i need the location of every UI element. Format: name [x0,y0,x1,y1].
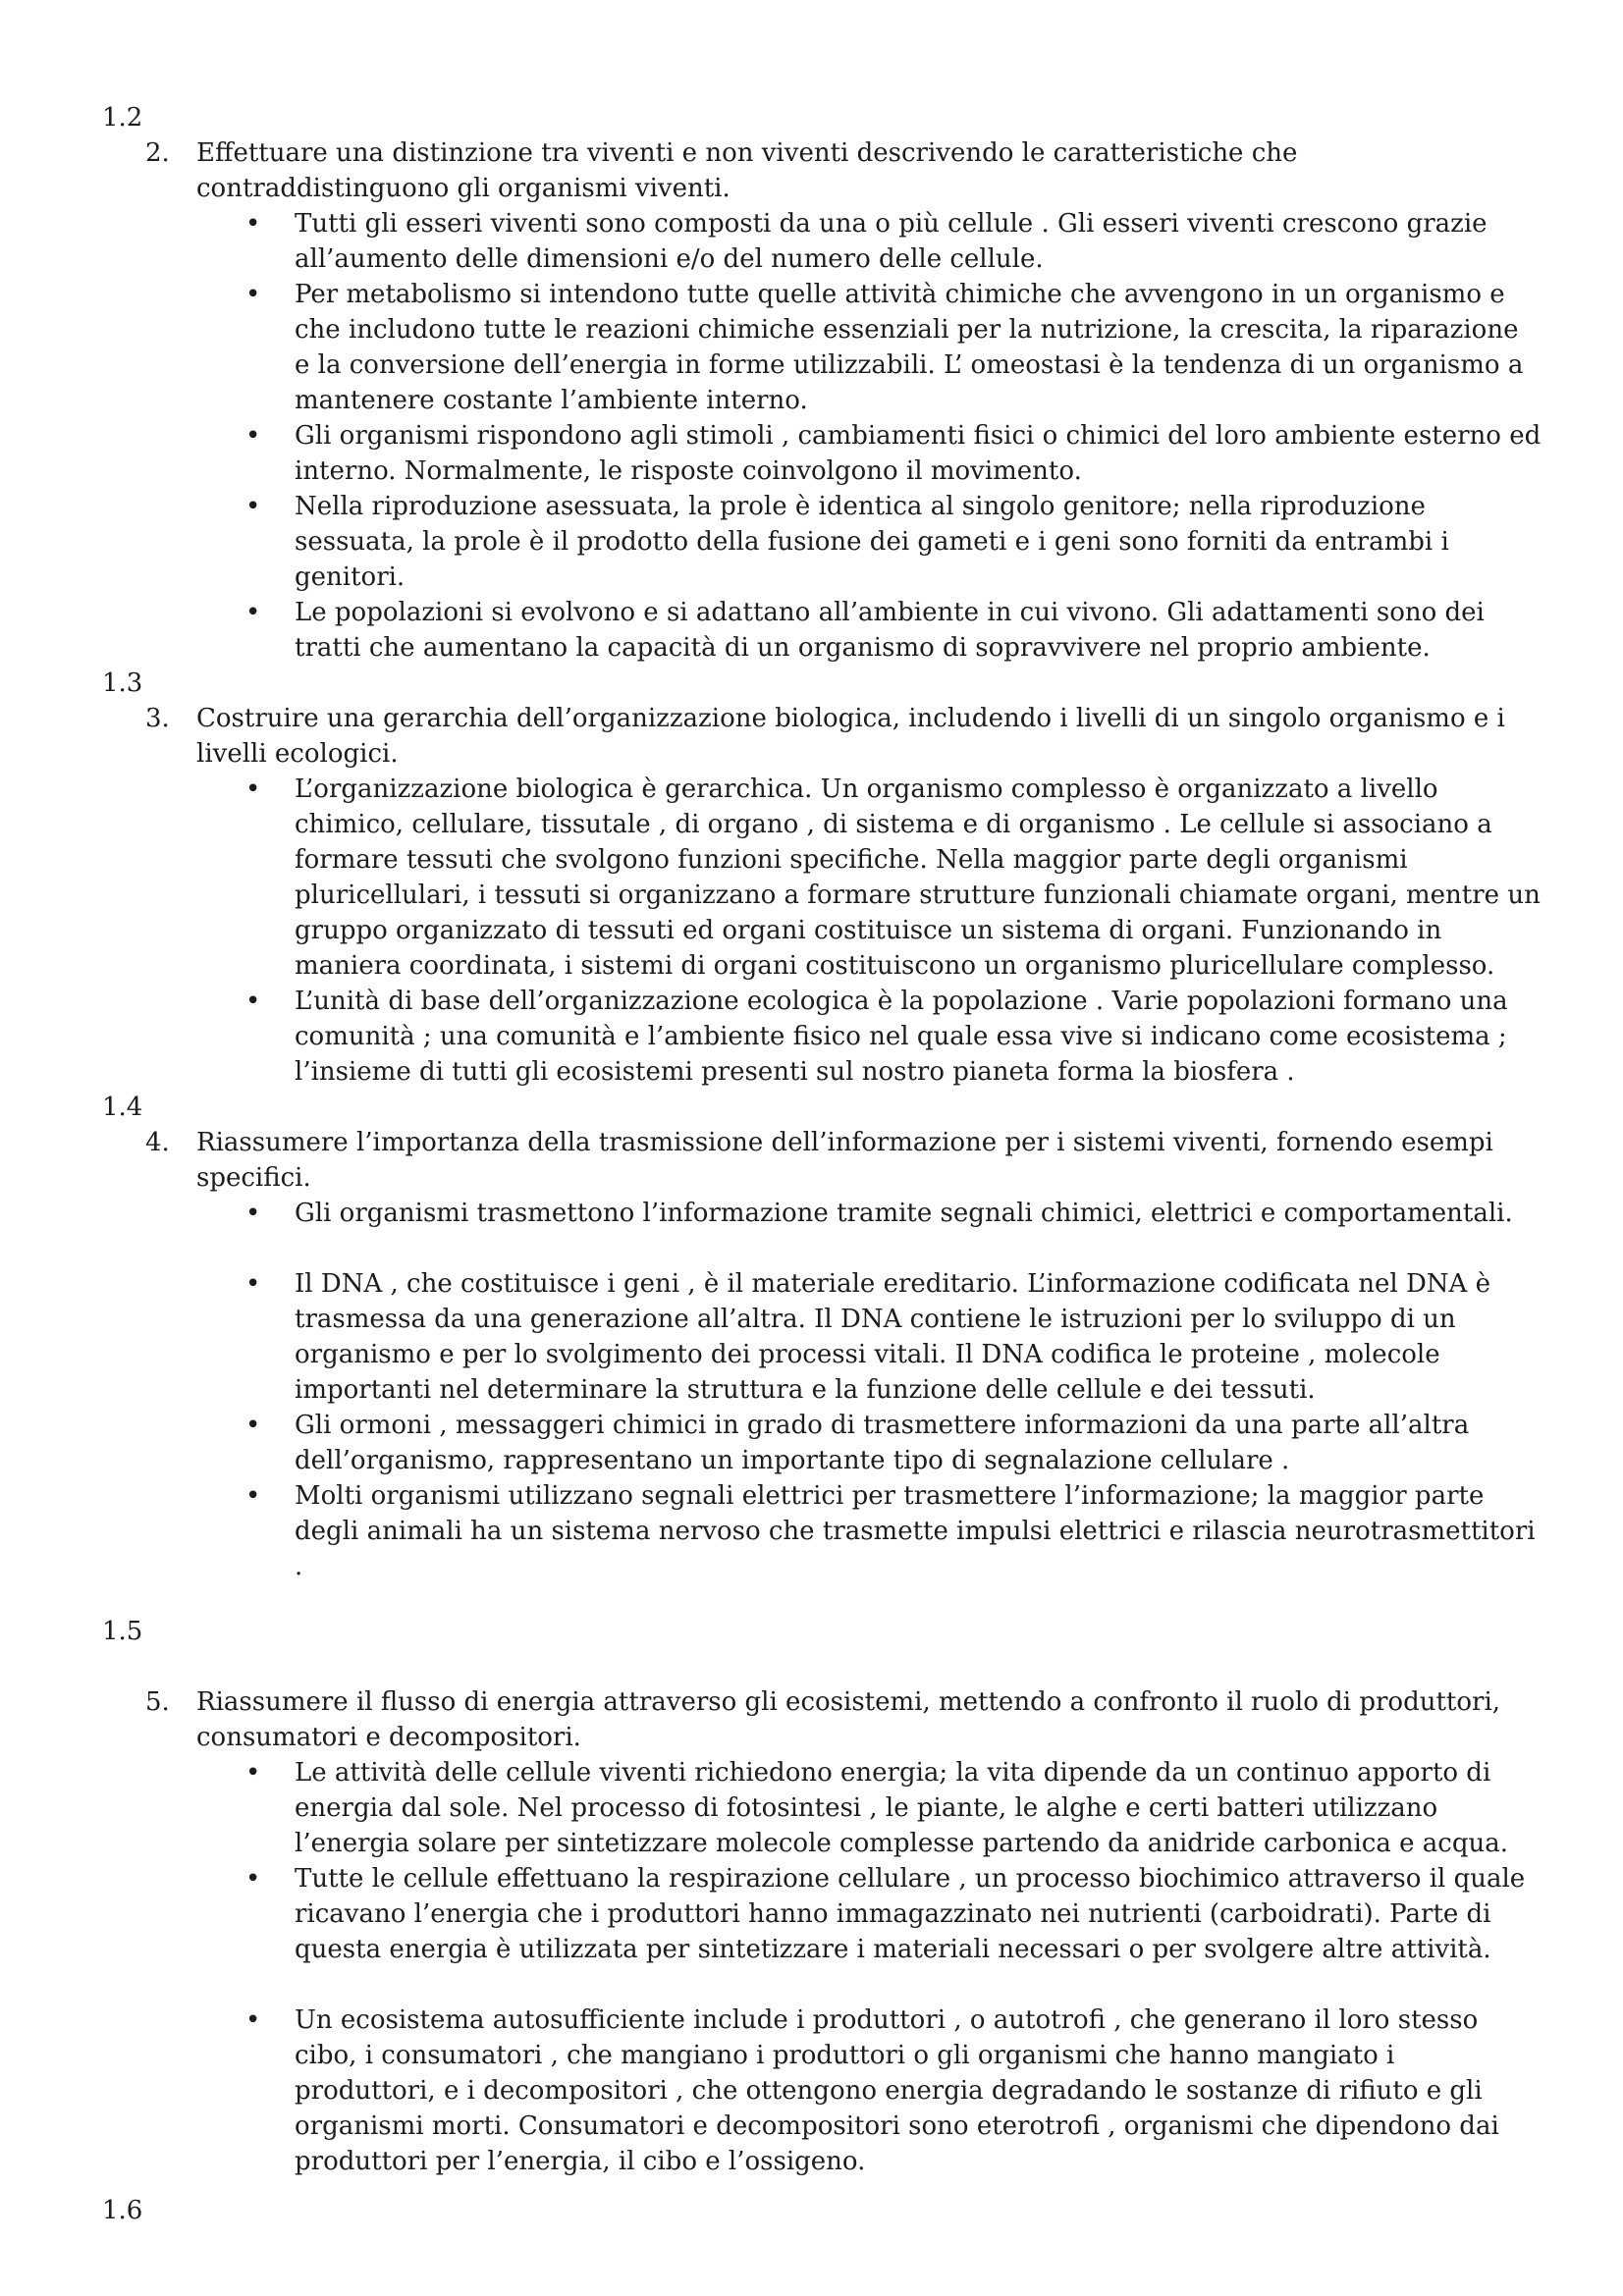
question-item [145,1684,1542,1755]
bullet-list [245,206,1542,666]
list-item [245,1408,1542,1478]
bullet-icon: • [245,774,261,804]
question-number: 4. [145,1128,170,1157]
bullet-text: Molti organismi utilizzano segnali elettrici per trasmettere l’informazione; la maggior parte degli animali ha un sistema nervoso che trasmette impulsi elettrici e rilascia neurotrasmettitori . [295,1481,1536,1581]
bullet-icon: • [245,421,261,451]
list-item [245,1478,1542,1584]
bullet-icon: • [245,1199,261,1228]
list-item [245,1861,1542,2002]
bullet-list [245,1755,1542,2179]
bullet-icon: • [245,2005,261,2035]
bullet-icon: • [245,1269,261,1299]
bullet-text: Gli ormoni , messaggeri chimici in grado di trasmettere informazioni da una parte all’altra dell’organismo, rappresentano un importante tipo di segnalazione cellulare . [295,1411,1470,1475]
bullet-list [245,772,1542,1090]
bullet-text: Le attività delle cellule viventi richiedono energia; la vita dipende da un continuo apporto di energia dal sole. Nel processo di fotosintesi , le piante, le alghe e certi batteri utilizzano l’energia solare per sintetizzare molecole complesse partendo da anidride carbonica e acqua. [295,1758,1509,1858]
question-text: Effettuare una distinzione tra viventi e non viventi descrivendo le caratteristiche che contraddistinguono gli organismi viventi. [196,138,1298,203]
question-number: 2. [145,138,170,168]
bullet-icon: • [245,492,261,521]
bullet-text: Per metabolismo si intendono tutte quelle attività chimiche che avvengono in un organismo e che includono tutte le reazioni chimiche essenziali per la nutrizione, la crescita, la riparazione e la conversione dell’energia in forme utilizzabili. L’ omeostasi è la tendenza di un organismo a mantenere costante l’ambiente interno. [295,280,1524,415]
section-marker: 1.5 [102,1617,143,1646]
list-item [245,1266,1542,1408]
list-item [245,206,1542,277]
bullet-icon: • [245,987,261,1016]
list-item [245,277,1542,418]
question-number: 5. [145,1687,170,1717]
list-item [245,1196,1542,1266]
list-item [245,595,1542,666]
bullet-list [245,1196,1542,1584]
bullet-text: Tutte le cellule effettuano la respirazione cellulare , un processo biochimico attraverso il quale ricavano l’energia che i produttori hanno immagazzinato nei nutrienti (carboidrati). Parte di questa energia è utilizzata per sintetizzare i materiali necessari o per svolgere altre attività. [295,1864,1526,1964]
section-marker: 1.6 [102,2196,143,2225]
list-item [245,489,1542,595]
bullet-text: L’organizzazione biologica è gerarchica. Un organismo complesso è organizzato a livello chimico, cellulare, tissutale , di organo , di sistema e di organismo . Le cellule si associano a formare tessuti che svolgono funzioni specifiche. Nella maggior parte degli organismi pluricellulari, i tessuti si organizzano a formare strutture funzionali chiamate organi, mentre un gruppo organizzato di tessuti ed organi costituisce un sistema di organi. Funzionando in maniera coordinata, i sistemi di organi costituiscono un organismo pluricellulare complesso. [295,774,1541,981]
bullet-icon: • [245,1758,261,1788]
question-text: Riassumere il flusso di energia attraverso gli ecosistemi, mettendo a confronto il ruolo di produttori, consumatori e decompositori. [196,1687,1501,1752]
bullet-icon: • [245,598,261,627]
bullet-text: Le popolazioni si evolvono e si adattano all’ambiente in cui vivono. Gli adattamenti sono dei tratti che aumentano la capacità di un organismo di sopravvivere nel proprio ambiente. [295,598,1485,663]
list-item [245,418,1542,489]
question-text: Costruire una gerarchia dell’organizzazione biologica, includendo i livelli di un singolo organismo e i livelli ecologici. [196,704,1505,769]
question-item [145,701,1542,772]
question-number: 3. [145,704,170,733]
list-item [245,772,1542,984]
bullet-icon: • [245,1864,261,1894]
bullet-text: Gli organismi trasmettono l’informazione tramite segnali chimici, elettrici e comportamentali. [295,1199,1513,1228]
section-marker: 1.4 [102,1093,143,1122]
list-item [245,1755,1542,1861]
question-item [145,135,1542,206]
section-marker: 1.3 [102,668,143,698]
question-text: Riassumere l’importanza della trasmissione dell’informazione per i sistemi viventi, fornendo esempi specifici. [196,1128,1493,1193]
bullet-text: Il DNA , che costituisce i geni , è il materiale ereditario. L’informazione codificata nel DNA è trasmessa da una generazione all’altra. Il DNA contiene le istruzioni per lo sviluppo di un organismo e per lo svolgimento dei processi vitali. Il DNA codifica le proteine , molecole importanti nel determinare la struttura e la funzione delle cellule e dei tessuti. [295,1269,1490,1405]
bullet-text: Tutti gli esseri viventi sono composti da una o più cellule . Gli esseri viventi crescono grazie all’aumento delle dimensioni e/o del numero delle cellule. [295,209,1488,274]
bullet-icon: • [245,1411,261,1440]
bullet-icon: • [245,209,261,239]
bullet-icon: • [245,280,261,309]
section-marker: 1.2 [102,103,143,133]
bullet-icon: • [245,1481,261,1511]
list-item [245,2002,1542,2179]
bullet-text: Nella riproduzione asessuata, la prole è identica al singolo genitore; nella riproduzione sessuata, la prole è il prodotto della fusione dei gameti e i geni sono forniti da entrambi i genitori. [295,492,1449,592]
bullet-text: Un ecosistema autosufficiente include i produttori , o autotrofi , che generano il loro stesso cibo, i consumatori , che mangiano i produttori o gli organismi che hanno mangiato i produttori, e i decompositori , che ottengono energia degradando le sostanze di rifiuto e gli organismi morti. Consumatori e decompositori sono eterotrofi , organismi che dipendono dai produttori per l’energia, il cibo e l’ossigeno. [295,2005,1499,2176]
question-item [145,1125,1542,1196]
list-item [245,984,1542,1090]
bullet-text: L’unità di base dell’organizzazione ecologica è la popolazione . Varie popolazioni formano una comunità ; una comunità e l’ambiente fisico nel quale essa vive si indicano come ecosistema ; l’insieme di tutti gli ecosistemi presenti sul nostro pianeta forma la biosfera . [295,987,1508,1087]
bullet-text: Gli organismi rispondono agli stimoli , cambiamenti fisici o chimici del loro ambiente esterno ed interno. Normalmente, le risposte coinvolgono il movimento. [295,421,1542,486]
